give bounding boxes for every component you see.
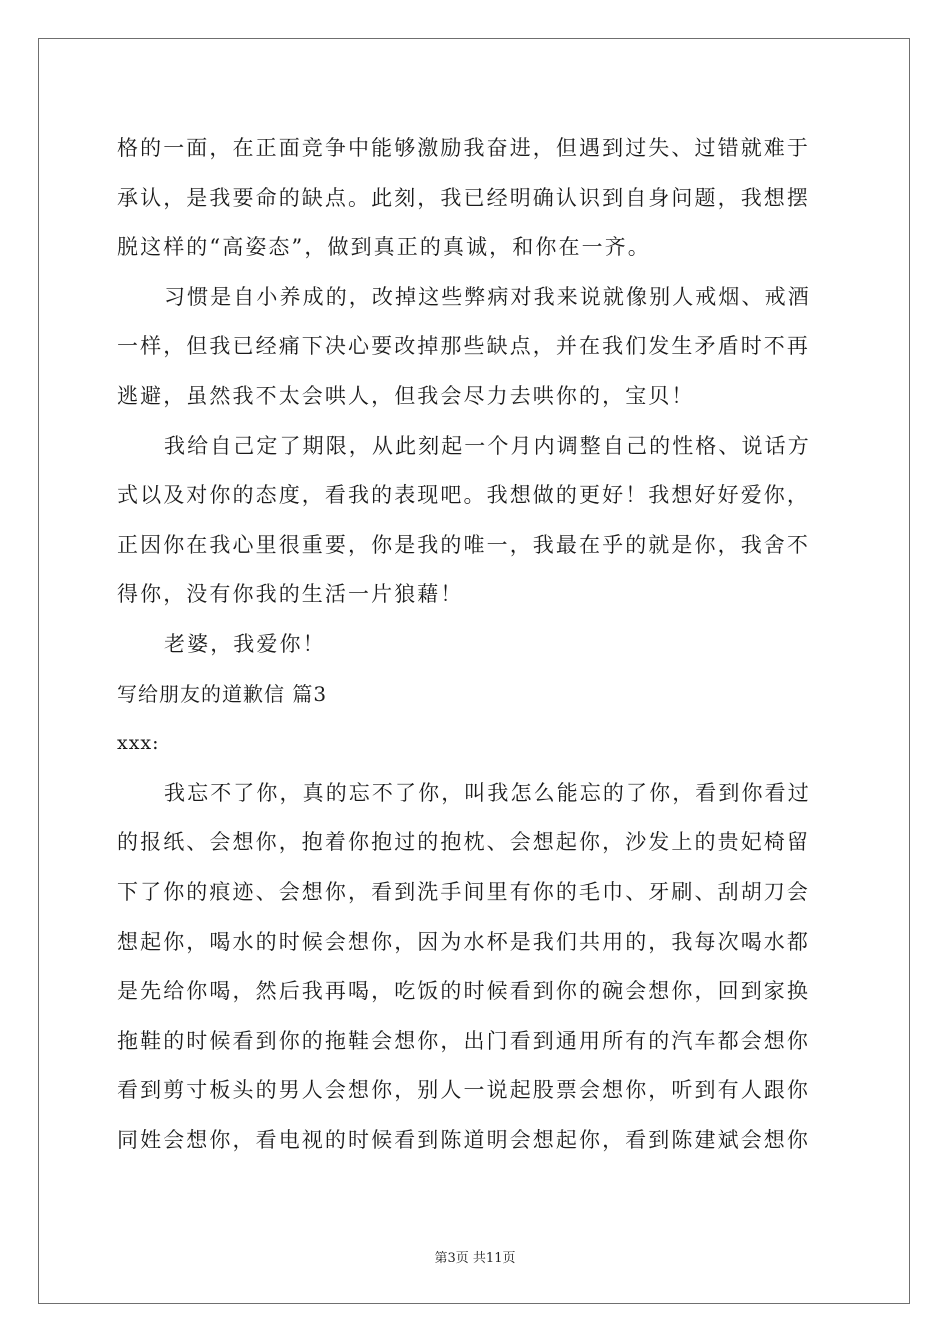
text-line: 看到剪寸板头的男人会想你，别人一说起股票会想你，听到有人跟你 <box>117 1078 810 1103</box>
text-line: 逃避，虽然我不太会哄人，但我会尽力去哄你的，宝贝！ <box>117 383 695 408</box>
text-line: 我忘不了你，真的忘不了你，叫我怎么能忘的了你，看到你看过 <box>164 780 811 805</box>
text-line: 一样，但我已经痛下决心要改掉那些缺点，并在我们发生矛盾时不再 <box>117 334 810 359</box>
text-line: 是先给你喝，然后我再喝，吃饭的时候看到你的碗会想你，回到家换 <box>117 979 810 1004</box>
page-footer: 第3页 共11页 <box>434 1251 516 1266</box>
text-line: 式以及对你的态度，看我的表现吧。我想做的更好！我想好好爱你， <box>117 483 810 508</box>
text-line: 同姓会想你，看电视的时候看到陈道明会想起你，看到陈建斌会想你 <box>117 1127 810 1152</box>
text-line: 脱这样的“高姿态”，做到真正的真诚，和你在一齐。 <box>117 235 651 260</box>
text-line: 我给自己定了期限，从此刻起一个月内调整自己的性格、说话方 <box>164 433 811 458</box>
text-line: 想起你，喝水的时候会想你，因为水杯是我们共用的，我每次喝水都 <box>117 929 810 954</box>
text-line: 老婆，我爱你！ <box>164 631 326 656</box>
text-line: 格的一面，在正面竞争中能够激励我奋进，但遇到过失、过错就难于 <box>117 136 810 160</box>
salutation-line: xxx: <box>117 732 160 755</box>
text-line: 正因你在我心里很重要，你是我的唯一，我最在乎的就是你，我舍不 <box>117 532 810 557</box>
text-line: 的报纸、会想你，抱着你抱过的抱枕、会想起你，沙发上的贵妃椅留 <box>117 830 810 855</box>
document-body <box>117 124 837 1165</box>
text-line: 下了你的痕迹、会想你，看到洗手间里有你的毛巾、牙刷、刮胡刀会 <box>117 879 810 904</box>
text-line: 拖鞋的时候看到你的拖鞋会想你，出门看到通用所有的汽车都会想你 <box>117 1028 810 1053</box>
text-line: 承认，是我要命的缺点。此刻，我已经明确认识到自身问题，我想摆 <box>117 185 810 210</box>
text-line: 习惯是自小养成的，改掉这些弊病对我来说就像别人戒烟、戒酒 <box>164 284 811 309</box>
text-line: 得你，没有你我的生活一片狼藉！ <box>117 582 464 607</box>
section-heading: 写给朋友的道歉信 篇3 <box>117 681 328 706</box>
